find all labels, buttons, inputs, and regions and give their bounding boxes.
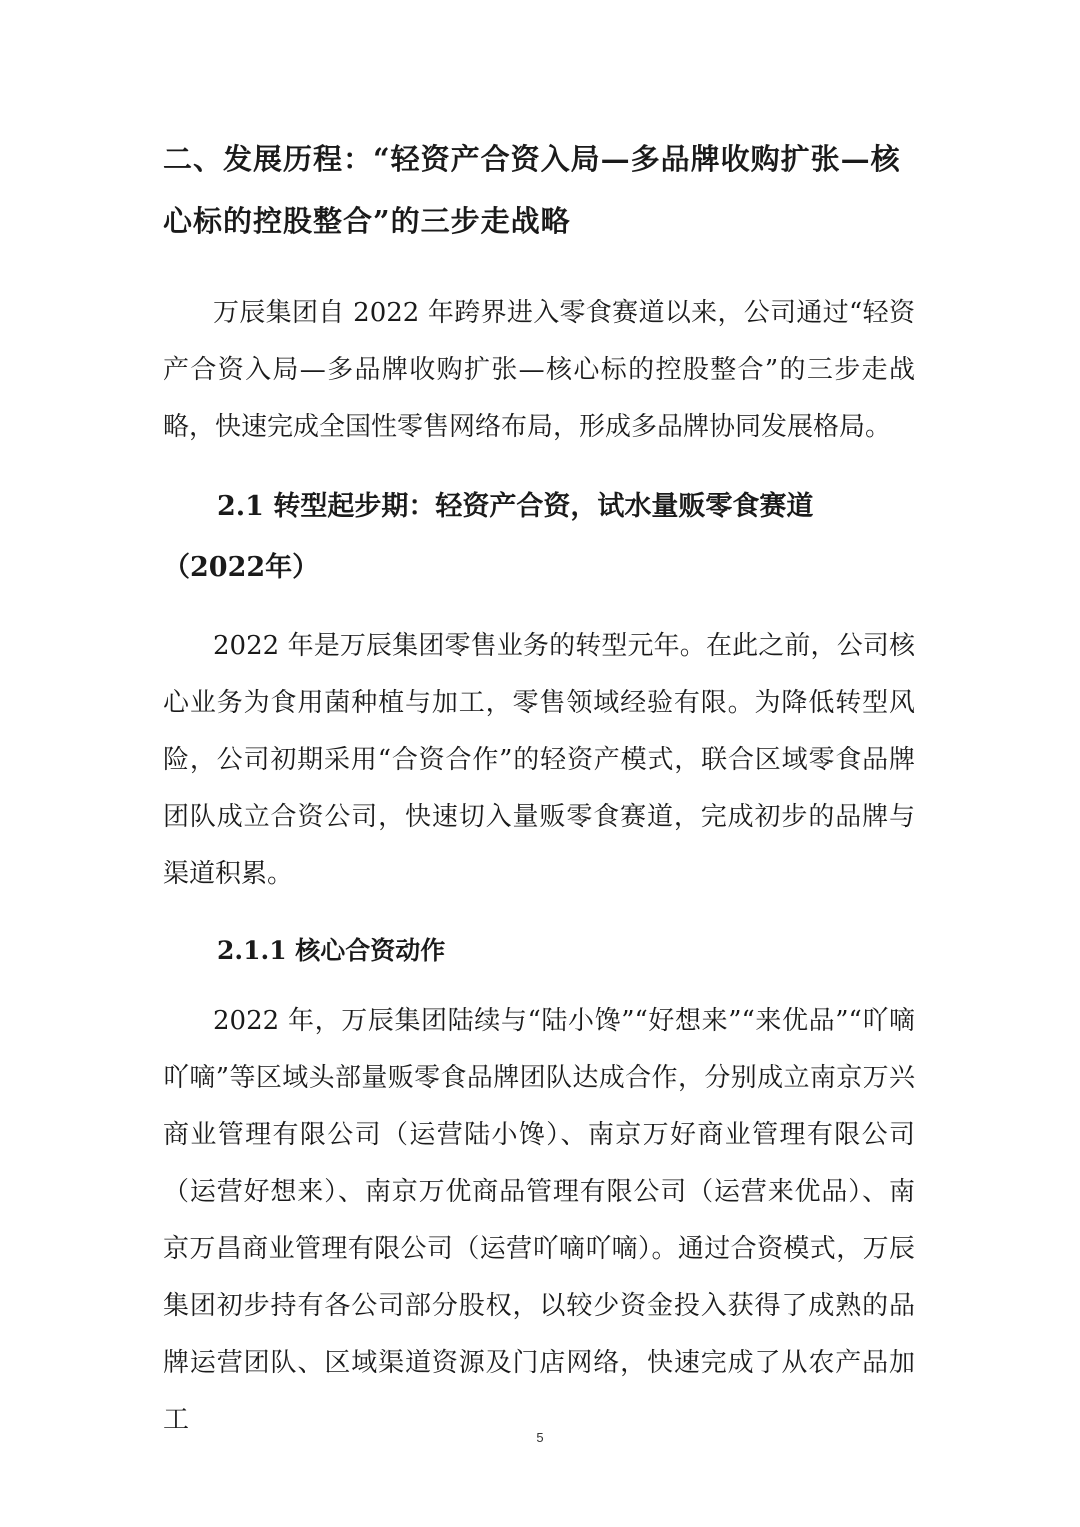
subsection-heading: 2.1 转型起步期：轻资产合资，试水量贩零食赛道（2022年） (163, 491, 814, 583)
subsubsection-paragraph: 2022 年，万辰集团陆续与“陆小馋”“好想来”“来优品”“吖嘀吖嘀”等区域头部量贩零食品牌团队达成合作，分别成立南京万兴商业管理有限公司（运营陆小馋）、南京万好商业管理有限公司（运营好想来）、南京万优商品管理有限公司（运营来优品）、南京万昌商业管理有限公司（运营吖嘀吖嘀）。通过合资模式，万辰集团初步持有各公司部分股权，以较少资金投入获得了成熟的品牌运营团队、区域渠道资源及门店网络，快速完成了从农产品加工 (163, 1006, 915, 1435)
page-content (163, 128, 915, 1449)
section-heading: 二、发展历程：“轻资产合资入局—多品牌收购扩张—核心标的控股整合”的三步走战略 (163, 142, 901, 238)
spacer (163, 456, 915, 476)
subsubsection-heading: 2.1.1 核心合资动作 (217, 936, 446, 965)
page-number: 5 (536, 1430, 544, 1445)
intro-paragraph: 万辰集团自 2022 年跨界进入零食赛道以来，公司通过“轻资产合资入局—多品牌收购扩张—核心标的控股整合”的三步走战略，快速完成全国性零售网络布局，形成多品牌协同发展格局。 (163, 298, 915, 442)
spacer (163, 598, 915, 618)
spacer (163, 903, 915, 931)
spacer (163, 971, 915, 993)
subsection-paragraph: 2022 年是万辰集团零售业务的转型元年。在此之前，公司核心业务为食用菌种植与加工，零售领域经验有限。为降低转型风险，公司初期采用“合资合作”的轻资产模式，联合区域零食品牌团队成立合资公司，快速切入量贩零食赛道，完成初步的品牌与渠道积累。 (163, 631, 915, 889)
spacer (163, 252, 915, 285)
